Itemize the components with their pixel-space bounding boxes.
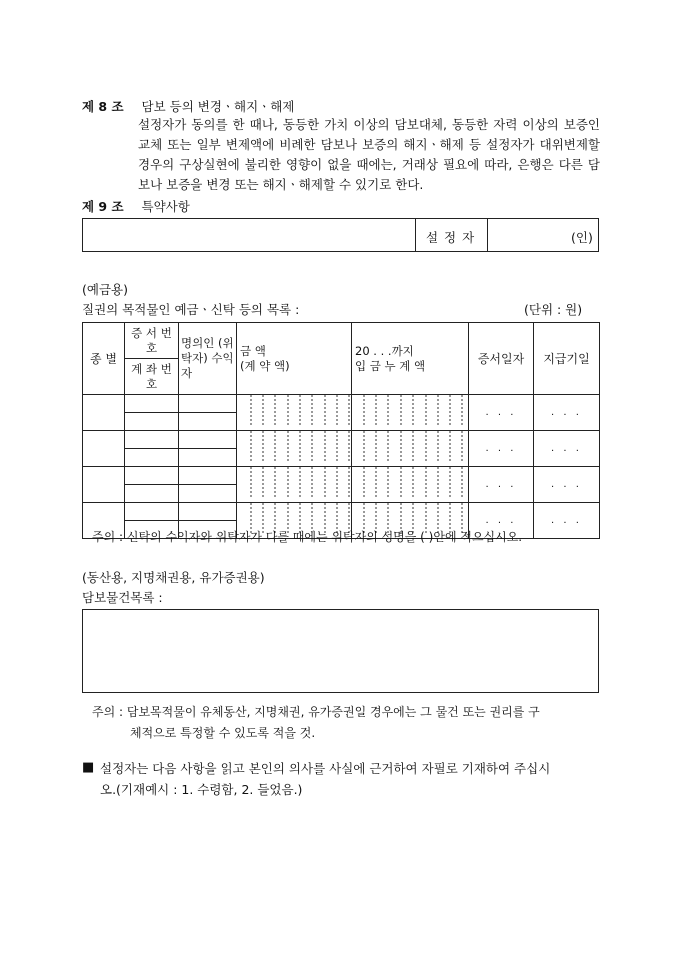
digit-grid	[352, 395, 469, 427]
movable-list-title: 담보물건목록 :	[82, 590, 163, 605]
article-9-label: 제 9 조	[82, 199, 124, 214]
table-row	[83, 467, 600, 485]
cell-account-no[interactable]	[125, 413, 179, 431]
table-row	[83, 395, 600, 413]
header-cert-no: 증 서 번 호	[125, 323, 179, 359]
movable-note-line2: 체적으로 특정할 수 있도록 적을 것.	[130, 726, 316, 740]
header-amount: 금 액	[240, 343, 266, 358]
cell-deposit[interactable]	[352, 395, 469, 431]
square-bullet-icon: ■	[82, 760, 95, 775]
cell-amount[interactable]	[237, 431, 352, 467]
cell-account-no[interactable]	[125, 485, 179, 503]
cell-holder[interactable]	[179, 431, 237, 449]
setter-label: 설 정 자	[426, 230, 476, 245]
article-9-heading	[82, 197, 190, 215]
header-due-date: 지급기일	[534, 323, 600, 395]
movable-section-label: (동산용, 지명채권용, 유가증권용)	[82, 570, 265, 585]
cell-holder-sub[interactable]	[179, 485, 237, 503]
special-terms-box	[82, 218, 599, 252]
header-holder: 명의인 (위탁자) 수익자	[179, 323, 237, 395]
divider	[415, 219, 416, 251]
cell-cert-no[interactable]	[125, 467, 179, 485]
deposit-section-label: (예금용)	[82, 282, 128, 297]
header-kind: 종 별	[83, 323, 125, 395]
cell-holder-sub[interactable]	[179, 413, 237, 431]
header-account-no: 계 좌 번 호	[125, 359, 179, 395]
cell-cert-no[interactable]	[125, 395, 179, 413]
header-amount-cell	[237, 323, 352, 395]
article-8-heading	[82, 97, 294, 115]
deposit-list-title: 질권의 목적물인 예금ㆍ신탁 등의 목록 :	[82, 302, 300, 317]
divider	[487, 219, 488, 251]
instruction-line1: 설정자는 다음 사항을 읽고 본인의 의사를 사실에 근거하여 자필로 기재하여 주십시	[100, 761, 551, 776]
cell-holder[interactable]	[179, 395, 237, 413]
cell-issue-date[interactable]: . . .	[469, 395, 534, 431]
header-issue-date: 증서일자	[469, 323, 534, 395]
seal-mark: (인)	[571, 230, 593, 245]
cell-holder[interactable]	[179, 467, 237, 485]
header-deposit-cell	[352, 323, 469, 395]
cell-issue-date[interactable]: . . .	[469, 503, 534, 539]
digit-grid	[237, 395, 352, 427]
deposit-note: 주의 : 신탁의 수익자와 위탁자가 다를 때에는 위탁자의 성명을 ( )안에 적으십시오.	[92, 530, 523, 544]
table-row	[83, 503, 600, 521]
cell-kind[interactable]	[83, 467, 125, 503]
deposit-table	[82, 322, 600, 539]
cell-issue-date[interactable]: . . .	[469, 431, 534, 467]
digit-grid	[352, 467, 469, 499]
table-row	[83, 431, 600, 449]
digit-grid	[352, 431, 469, 463]
cell-issue-date[interactable]: . . .	[469, 467, 534, 503]
article-8-title: 담보 등의 변경ㆍ해지ㆍ해제	[141, 99, 295, 114]
cell-cert-no[interactable]	[125, 431, 179, 449]
cell-amount[interactable]	[237, 395, 352, 431]
cell-holder-sub[interactable]	[179, 449, 237, 467]
header-deposit-total: 입 금 누 계 액	[355, 358, 426, 373]
digit-grid	[237, 467, 352, 499]
cell-account-no[interactable]	[125, 449, 179, 467]
collateral-list-box[interactable]	[82, 609, 599, 693]
header-contract-amount: (계 약 액)	[240, 358, 290, 373]
article-8-label: 제 8 조	[82, 99, 124, 114]
cell-due-date[interactable]: . . .	[534, 467, 600, 503]
cell-kind[interactable]	[83, 395, 125, 431]
cell-deposit[interactable]	[352, 431, 469, 467]
cell-kind[interactable]	[83, 431, 125, 467]
cell-deposit[interactable]	[352, 467, 469, 503]
unit-label: (단위 : 원)	[524, 302, 583, 317]
cell-cert-no[interactable]	[125, 503, 179, 521]
cell-due-date[interactable]: . . .	[534, 503, 600, 539]
cell-due-date[interactable]: . . .	[534, 431, 600, 467]
movable-note-line1: 주의 : 담보목적물이 유체동산, 지명채권, 유가증권일 경우에는 그 물건 또는 권리를 구	[92, 705, 540, 719]
cell-due-date[interactable]: . . .	[534, 395, 600, 431]
cell-amount[interactable]	[237, 467, 352, 503]
header-until: 20 . . .까지	[355, 343, 414, 358]
article-8-body: 설정자가 동의를 한 때나, 동등한 가치 이상의 담보대체, 동등한 자력 이상의 보증인 교체 또는 일부 변제액에 비례한 담보나 보증의 해지ㆍ해제 등 설정자가 대위변제할 경우의 구상실현에 불리한 영향이 없을 때에는, 거래상 필요에 따라, 은행은 다른 담보나 보증을 변경 또는 해지ㆍ해제할 수 있기로 한다.	[138, 117, 600, 192]
instruction-line2: 오.(기재예시 : 1. 수령함, 2. 들었음.)	[100, 782, 303, 797]
digit-grid	[237, 431, 352, 463]
cell-holder[interactable]	[179, 503, 237, 521]
article-9-title: 특약사항	[141, 199, 190, 214]
